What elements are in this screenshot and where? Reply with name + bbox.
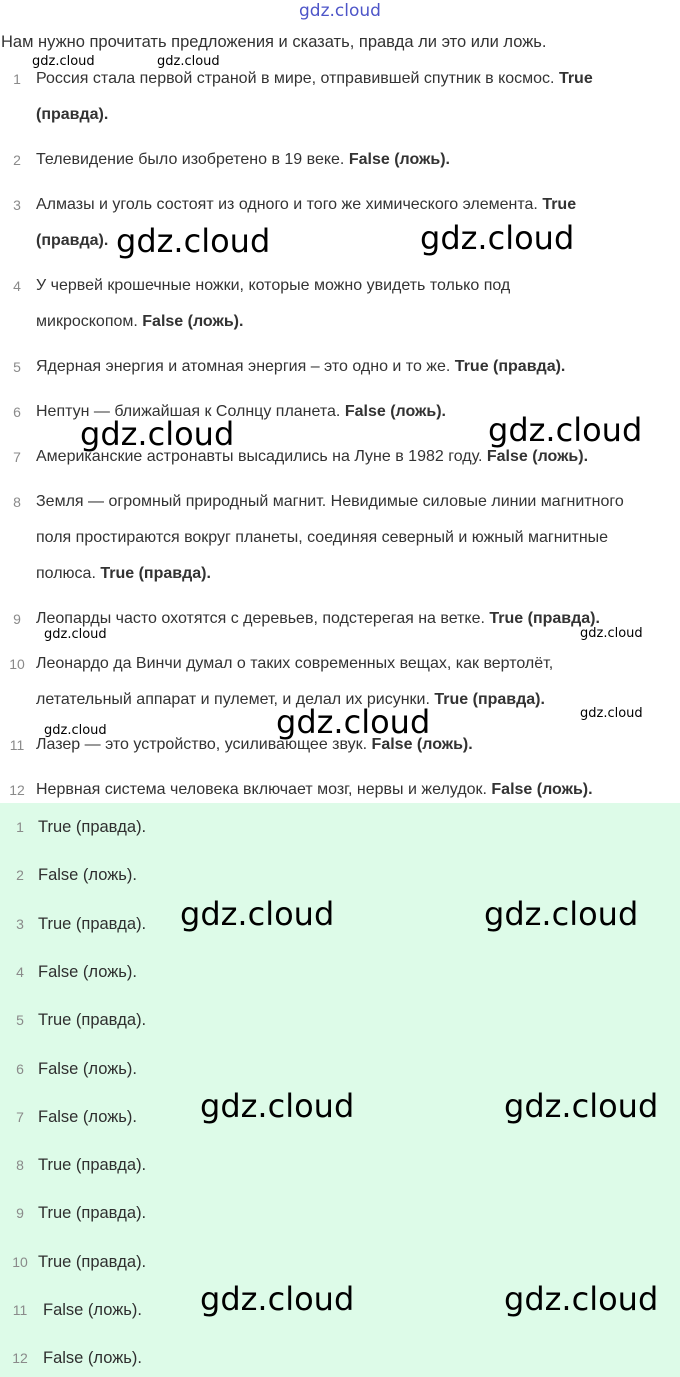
watermark-text: gdz.cloud — [504, 1087, 659, 1125]
watermark-text: gdz.cloud — [157, 54, 220, 69]
question-number: 9 — [13, 611, 21, 627]
question-text: Лазер — это устройство, усиливающее звук. — [36, 736, 368, 753]
question-number: 6 — [13, 404, 21, 420]
question-answer: True (правда). — [489, 610, 600, 627]
watermark-text: gdz.cloud — [580, 706, 643, 721]
watermark-text: gdz.cloud — [80, 415, 235, 453]
question-text: Нервная система человека включает мозг, нервы и желудок. — [36, 781, 487, 798]
question-number: 8 — [13, 494, 21, 510]
question-number: 3 — [13, 197, 21, 213]
answer-text: False (ложь). — [38, 1059, 137, 1078]
answer-number: 3 — [16, 915, 24, 932]
watermark-text: gdz.cloud — [420, 219, 575, 257]
answer-text: False (ложь). — [43, 1349, 142, 1368]
answer-number: 8 — [16, 1157, 24, 1174]
answer-number: 4 — [16, 963, 24, 980]
watermark-text: gdz.cloud — [276, 703, 431, 741]
answer-number: 11 — [12, 1302, 28, 1318]
answer-text: True (правда). — [38, 914, 147, 933]
question-number: 11 — [9, 737, 25, 753]
question-number: 10 — [9, 656, 25, 672]
watermark-text: gdz.cloud — [180, 895, 335, 933]
answer-number: 10 — [12, 1253, 28, 1270]
watermark-text: gdz.cloud — [44, 627, 107, 642]
question-item — [0, 349, 680, 385]
watermark-text: gdz.cloud — [484, 895, 639, 933]
question-text: Алмазы и уголь состоят из одного и того же химического элемента. — [36, 196, 538, 213]
question-answer: False (ложь). — [371, 736, 473, 753]
question-answer: True (правда). — [100, 565, 211, 582]
watermark-text: gdz.cloud — [32, 54, 95, 69]
watermark-text: gdz.cloud — [580, 626, 643, 641]
answer-text: True (правда). — [38, 1252, 147, 1271]
question-item — [0, 142, 680, 178]
question-number: 12 — [9, 782, 25, 798]
answer-text: True (правда). — [38, 1204, 147, 1223]
question-item — [0, 187, 680, 259]
question-answer: False (ложь). — [486, 448, 589, 465]
answer-number: 1 — [16, 819, 24, 835]
question-text: Леопарды часто охотятся с деревьев, подстерегая на ветке. — [36, 610, 485, 627]
answer-number: 2 — [16, 867, 24, 884]
answer-text: True (правда). — [38, 1156, 147, 1175]
question-answer: False (ложь). — [348, 151, 450, 168]
question-answer: True (правда). — [454, 358, 566, 375]
question-text: Россия стала первой страной в мире, отправившей спутник в космос. — [36, 70, 555, 87]
watermark-text: gdz.cloud — [44, 723, 107, 738]
question-answer: True (правда). — [36, 196, 577, 249]
question-text: Нептун — ближайшая к Солнцу планета. — [36, 403, 341, 420]
answer-text: True (правда). — [38, 818, 147, 836]
question-answer: False (ложь). — [344, 403, 446, 420]
question-number: 4 — [13, 278, 21, 294]
answer-number: 6 — [16, 1060, 24, 1077]
question-text: Телевидение было изобретено в 19 веке. — [36, 151, 345, 168]
question-item — [0, 61, 680, 133]
watermark-text: gdz.cloud — [488, 411, 643, 449]
watermark-text: gdz.cloud — [504, 1280, 659, 1318]
answer-number: 12 — [12, 1350, 28, 1367]
question-number: 1 — [13, 71, 21, 87]
answer-text: False (ложь). — [38, 866, 137, 885]
question-text: Американские астронавты высадились на Луне в 1982 году. — [36, 448, 483, 465]
answer-text: False (ложь). — [43, 1301, 142, 1319]
question-text: У червей крошечные ножки, которые можно увидеть только под микроскопом. — [36, 277, 511, 330]
watermark-text: gdz.cloud — [200, 1087, 355, 1125]
question-text: Ядерная энергия и атомная энергия – это одно и то же. — [36, 358, 451, 375]
intro-text: Нам нужно прочитать предложения и сказать, правда ли это или ложь. — [1, 33, 547, 51]
answer-text: True (правда). — [38, 1011, 147, 1030]
question-text: Земля — огромный природный магнит. Невидимые силовые линии магнитного поля простираются вокруг планеты, соединяя северный и южный магнитные полюса. — [36, 493, 624, 582]
question-number: 7 — [13, 449, 21, 465]
question-answer: False (ложь). — [491, 781, 593, 798]
question-text: Леонардо да Винчи думал о таких современных вещах, как вертолёт, летательный аппарат и пулемет, и делал их рисунки. — [36, 655, 554, 708]
header-watermark: gdz.cloud — [299, 1, 381, 21]
question-number: 2 — [13, 152, 21, 168]
question-answer: True (правда). — [36, 70, 593, 123]
question-answer: False (ложь). — [142, 313, 244, 330]
answer-number: 9 — [16, 1205, 24, 1222]
answer-text: False (ложь). — [38, 1107, 137, 1126]
question-number: 5 — [13, 359, 21, 375]
answer-number: 5 — [16, 1012, 24, 1029]
question-answer: True (правда). — [434, 691, 545, 708]
watermark-text: gdz.cloud — [116, 222, 271, 260]
watermark-text: gdz.cloud — [200, 1280, 355, 1318]
answer-text: False (ложь). — [38, 962, 137, 981]
answer-number: 7 — [16, 1108, 24, 1125]
question-item — [0, 268, 680, 340]
question-item — [0, 484, 680, 592]
